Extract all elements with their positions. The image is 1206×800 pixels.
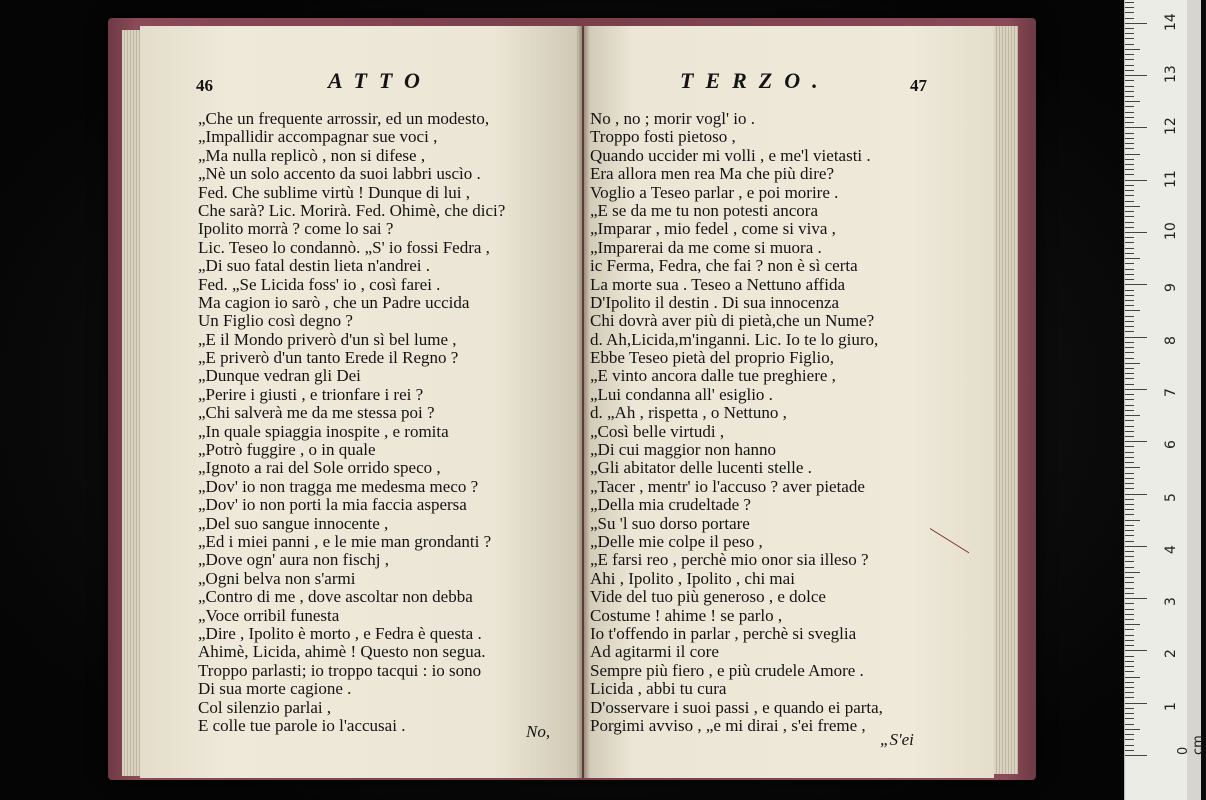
ruler-tick — [1125, 473, 1134, 474]
ruler-tick — [1125, 2, 1134, 3]
ruler-tick — [1125, 546, 1147, 547]
ruler-tick — [1125, 23, 1147, 24]
ruler-tick — [1125, 232, 1147, 233]
ruler-tick — [1125, 677, 1140, 678]
text-line: E colle tue parole io l'accusai . — [198, 715, 406, 735]
ruler-tick — [1125, 7, 1134, 8]
ruler-tick — [1125, 274, 1134, 275]
ruler-tick — [1125, 143, 1134, 144]
text-line: „Potrò fuggire , o in quale — [198, 440, 376, 460]
ruler-tick — [1125, 755, 1147, 756]
ruler-tick — [1125, 127, 1147, 128]
ruler-tick — [1125, 619, 1134, 620]
right-page — [584, 26, 994, 778]
ruler-tick — [1125, 446, 1134, 447]
ruler-tick — [1125, 593, 1134, 594]
text-line: „Dov' io non tragga me medesma meco ? — [198, 476, 479, 496]
left-page — [140, 26, 582, 778]
ruler-tick — [1125, 718, 1134, 719]
ruler-number: 14 — [1163, 12, 1179, 31]
ruler-tick — [1125, 598, 1147, 599]
ruler-tick — [1125, 410, 1134, 411]
text-line: Era allora men rea Ma che più dire? — [590, 164, 835, 184]
ruler-tick — [1125, 509, 1134, 510]
text-line: La morte sua . Teseo a Nettuno affida — [590, 274, 845, 294]
ruler-tick — [1125, 138, 1134, 139]
ruler-tick — [1125, 112, 1134, 113]
text-line: Troppo parlasti; io troppo tacqui : io sono — [198, 660, 482, 680]
text-line: Lic. Teseo lo condannò. „S' io fossi Fedra , — [198, 237, 490, 257]
ruler-tick — [1125, 708, 1134, 709]
text-line: „Nè un solo accento da suoi labbri uscìo . — [198, 164, 481, 184]
ruler-tick — [1125, 154, 1140, 155]
ruler-tick — [1125, 525, 1134, 526]
ruler-tick — [1125, 645, 1134, 646]
text-line: Licida , abbi tu cura — [590, 679, 727, 699]
ruler-tick — [1125, 117, 1134, 118]
ruler-tick — [1125, 394, 1134, 395]
ruler-tick — [1125, 352, 1134, 353]
text-line: „Così belle virtudi , — [590, 421, 725, 441]
ruler-tick — [1125, 530, 1134, 531]
ruler-number: 6 — [1163, 440, 1179, 450]
text-line: Ipolito morrà ? come lo sai ? — [198, 219, 394, 239]
ruler-tick — [1125, 582, 1134, 583]
ruler-tick — [1125, 75, 1147, 76]
ruler-number: 13 — [1163, 65, 1179, 84]
ruler-tick — [1125, 603, 1134, 604]
text-line: „Tacer , mentr' io l'accuso ? aver pietade — [590, 476, 865, 496]
ruler-tick — [1125, 263, 1134, 264]
ruler-tick — [1125, 122, 1134, 123]
book-gutter — [576, 26, 590, 778]
ruler-tick — [1125, 358, 1134, 359]
running-head: ATTO — [328, 68, 432, 93]
text-line: „Che un frequente arrossir, ed un modesto, — [198, 109, 490, 128]
text-line: „E priverò d'un tanto Erede il Regno ? — [198, 348, 459, 368]
ruler-tick — [1125, 426, 1134, 427]
ruler-tick — [1125, 206, 1140, 207]
text-line: D'osservare i suoi passi , e quando ei parta, — [590, 697, 883, 717]
text-line: Fed. Che sublime virtù ! Dunque di lui , — [198, 182, 470, 202]
text-line: „Gli abitator delle lucenti stelle . — [590, 458, 812, 478]
text-line: „Perire i giusti , e trionfare i rei ? — [198, 384, 424, 404]
ruler-tick — [1125, 462, 1134, 463]
text-line: „Dire , Ipolito è morto , e Fedra è questa . — [198, 623, 482, 643]
ruler-tick — [1125, 284, 1147, 285]
text-line: „E farsi reo , perchè mio onor sia illeso ? — [590, 550, 869, 570]
ruler-tick — [1125, 399, 1134, 400]
text-line: „Dove ogn' aura non fischj , — [198, 550, 389, 570]
ruler-tick — [1125, 96, 1134, 97]
text-line: Un Figlio così degno ? — [198, 311, 353, 331]
text-line: „E se da me tu non potesti ancora — [590, 200, 819, 220]
ruler-tick — [1125, 687, 1134, 688]
ruler-tick — [1125, 59, 1134, 60]
ruler-tick — [1125, 253, 1134, 254]
text-line: Ahi , Ipolito , Ipolito , chi mai — [590, 568, 795, 588]
ruler-tick — [1125, 520, 1140, 521]
ruler-tick — [1125, 703, 1147, 704]
ruler-tick — [1125, 588, 1134, 589]
ruler-tick — [1125, 405, 1134, 406]
text-line: „Contro di me , dove ascoltar non debba — [198, 587, 473, 607]
ruler-tick — [1125, 389, 1147, 390]
ruler-tick — [1125, 38, 1134, 39]
text-block — [198, 110, 505, 735]
ruler-tick — [1125, 185, 1134, 186]
ruler-tick — [1125, 514, 1134, 515]
ruler-tick — [1125, 300, 1134, 301]
ruler-tick — [1125, 211, 1134, 212]
ruler-tick — [1125, 195, 1134, 196]
text-line: „Lui condanna all' esiglio . — [590, 384, 773, 404]
ruler-tick — [1125, 488, 1134, 489]
ruler-tick — [1125, 551, 1134, 552]
ruler-tick — [1125, 436, 1134, 437]
ruler-tick — [1125, 494, 1147, 495]
ruler-tick — [1125, 70, 1134, 71]
ruler-tick — [1125, 148, 1134, 149]
ruler-tick — [1125, 671, 1134, 672]
ruler-tick — [1125, 373, 1134, 374]
ruler-tick — [1125, 49, 1140, 50]
catchword: „S'ei — [880, 730, 914, 749]
ruler-tick — [1125, 326, 1134, 327]
ruler-tick — [1125, 734, 1134, 735]
ruler-tick — [1125, 290, 1134, 291]
ruler-tick — [1125, 222, 1134, 223]
text-line: Sempre più fiero , e più crudele Amore . — [590, 660, 864, 680]
ruler-number: 2 — [1163, 649, 1179, 659]
ruler-tick — [1125, 310, 1140, 311]
ruler-tick — [1125, 44, 1134, 45]
text-line: Col silenzio parlai , — [198, 697, 332, 717]
ruler-tick — [1125, 174, 1134, 175]
text-line: Porgimi avviso , „e mi dirai , s'ei freme , — [590, 715, 866, 735]
ruler-number: 5 — [1163, 492, 1179, 502]
ruler-tick — [1125, 12, 1134, 13]
ruler-tick — [1125, 656, 1134, 657]
text-line: „Impallidir accompagnar sue voci , — [198, 127, 438, 147]
ruler-tick — [1125, 692, 1134, 693]
ruler-tick — [1125, 180, 1147, 181]
text-line: Costume ! ahime ! se parlo , — [590, 605, 783, 625]
text-line: „Delle mie colpe il peso , — [590, 531, 763, 551]
ruler-tick — [1125, 535, 1134, 536]
text-line: Di sua morte cagione . — [198, 679, 352, 699]
ruler-tick — [1125, 133, 1134, 134]
ruler-tick — [1125, 499, 1134, 500]
ruler-tick — [1125, 609, 1134, 610]
text-line: „Ignoto a rai del Sole orrido speco , — [198, 458, 441, 478]
text-line: „Dunque vedran gli Dei — [198, 366, 361, 386]
text-line: Quando uccider mi volli , e me'l vietasti . — [590, 145, 871, 165]
ruler-tick — [1125, 629, 1134, 630]
ruler-number: 1 — [1163, 701, 1179, 711]
ruler-tick — [1125, 33, 1134, 34]
ruler-tick — [1125, 431, 1134, 432]
ruler-tick — [1125, 478, 1134, 479]
ruler-tick — [1125, 724, 1134, 725]
ruler-tick — [1125, 65, 1134, 66]
text-line: „Di cui maggior non hanno — [590, 440, 777, 460]
running-head: TERZO. — [680, 68, 830, 93]
ruler-tick — [1125, 541, 1134, 542]
ruler-tick — [1125, 164, 1134, 165]
ruler-number: 7 — [1163, 387, 1179, 397]
ruler-tick — [1125, 666, 1134, 667]
ruler-unit-label: 0 cm — [1176, 735, 1206, 755]
ruler-number: 10 — [1163, 222, 1179, 240]
ruler-tick — [1125, 483, 1134, 484]
ruler-tick — [1125, 101, 1140, 102]
text-line: „Chi salverà me da me stessa poi ? — [198, 403, 435, 423]
text-line: „In quale spiaggia inospite , e romita — [198, 421, 449, 441]
text-line: Troppo fosti pietoso , — [590, 127, 736, 147]
ruler-tick — [1125, 661, 1134, 662]
ruler-tick — [1125, 248, 1134, 249]
ruler-tick — [1125, 237, 1134, 238]
page-number: 46 — [196, 76, 213, 95]
ruler-tick — [1125, 378, 1134, 379]
text-line: Fed. „Se Licida foss' io , così farei . — [198, 274, 441, 294]
ruler-tick — [1125, 342, 1134, 343]
text-line: Ma cagion io sarò , che un Padre uccida — [198, 292, 470, 312]
measuring-ruler — [1124, 0, 1201, 800]
ruler-tick — [1125, 28, 1134, 29]
text-line: ic Ferma, Fedra, che fai ? non è sì certa — [590, 256, 858, 276]
text-line: Vide del tuo più generoso , e dolce — [590, 587, 826, 607]
ruler-number: 4 — [1163, 544, 1179, 554]
ruler-tick — [1125, 713, 1134, 714]
ruler-tick — [1125, 80, 1134, 81]
text-line: No , no ; morir vogl' io . — [590, 109, 756, 128]
text-line: Voglio a Teseo parlar , e poi morire . — [590, 182, 839, 202]
text-line: D'Ipolito il destin . Di sua innocenza — [590, 292, 840, 312]
ruler-tick — [1125, 316, 1134, 317]
ruler-tick — [1125, 331, 1134, 332]
catchword: No, — [526, 722, 551, 741]
ruler-edge — [1187, 0, 1201, 800]
text-line: „E il Mondo priverò d'un sì bel lume , — [198, 329, 457, 349]
ruler-tick — [1125, 384, 1134, 385]
text-line: „Ogni belva non s'armi — [198, 568, 356, 588]
text-block — [590, 110, 883, 735]
ruler-tick — [1125, 321, 1134, 322]
ruler-tick — [1125, 54, 1134, 55]
ruler-tick — [1125, 635, 1134, 636]
text-line: „Su 'l suo dorso portare — [590, 513, 750, 533]
ruler-tick — [1125, 269, 1134, 270]
ruler-tick — [1125, 18, 1134, 19]
text-line: „Del suo sangue innocente , — [198, 513, 389, 533]
ruler-tick — [1125, 750, 1134, 751]
ruler-tick — [1125, 169, 1134, 170]
ruler-tick — [1125, 577, 1134, 578]
text-line: „Imparar , mio fedel , come si viva , — [590, 219, 836, 239]
ruler-tick — [1125, 337, 1147, 338]
text-line: d. „Ah , rispetta , o Nettuno , — [590, 403, 787, 423]
ruler-tick — [1125, 347, 1134, 348]
text-line: „Della mia crudeltade ? — [590, 495, 751, 515]
ruler-tick — [1125, 91, 1134, 92]
text-line: „Voce orribil funesta — [198, 605, 340, 625]
ruler-tick — [1125, 467, 1140, 468]
ruler-tick — [1125, 415, 1140, 416]
ruler-tick — [1125, 452, 1134, 453]
ruler-tick — [1125, 567, 1134, 568]
ruler-tick — [1125, 650, 1147, 651]
ruler-tick — [1125, 572, 1140, 573]
ruler-tick — [1125, 227, 1134, 228]
text-line: Io t'offendo in parlar , perchè si sveglia — [590, 623, 857, 643]
ruler-tick — [1125, 201, 1134, 202]
ruler-tick — [1125, 258, 1140, 259]
ruler-tick — [1125, 556, 1134, 557]
text-line: „Ma nulla replicò , non si difese , — [198, 145, 426, 165]
text-line: Chi dovrà aver più di pietà,che un Nume? — [590, 311, 875, 331]
text-line: Ad agitarmi il core — [590, 642, 719, 662]
ruler-number: 3 — [1163, 597, 1179, 607]
ruler-number: 8 — [1163, 335, 1179, 345]
ruler-tick — [1125, 640, 1134, 641]
ruler-tick — [1125, 729, 1140, 730]
ruler-tick — [1125, 363, 1140, 364]
ruler-tick — [1125, 242, 1134, 243]
ruler-tick — [1125, 159, 1134, 160]
text-line: Ebbe Teseo pietà del proprio Figlio, — [590, 348, 835, 368]
ruler-tick — [1125, 441, 1147, 442]
page-number: 47 — [910, 76, 927, 95]
text-line: Che sarà? Lic. Morirà. Fed. Ohimè, che dici? — [198, 200, 506, 220]
ruler-tick — [1125, 420, 1134, 421]
ruler-number: 11 — [1163, 169, 1179, 188]
ruler-tick — [1125, 279, 1134, 280]
ruler-tick — [1125, 457, 1134, 458]
ruler-tick — [1125, 739, 1134, 740]
ruler-tick — [1125, 682, 1134, 683]
ruler-tick — [1125, 368, 1134, 369]
ruler-tick — [1125, 624, 1140, 625]
ruler-tick — [1125, 190, 1134, 191]
ruler-tick — [1125, 106, 1134, 107]
ruler-tick — [1125, 504, 1134, 505]
text-line: „Di suo fatal destin lieta n'andrei . — [198, 256, 431, 276]
ruler-tick — [1125, 561, 1134, 562]
ruler-tick — [1125, 745, 1134, 746]
ruler-tick — [1125, 86, 1134, 87]
ruler-tick — [1125, 295, 1134, 296]
text-line: „E vinto ancora dalle tue preghiere , — [590, 366, 836, 386]
text-line: „Imparerai da me come si muora . — [590, 237, 822, 257]
ruler-tick — [1125, 305, 1134, 306]
ruler-tick — [1125, 697, 1134, 698]
ruler-tick — [1125, 216, 1134, 217]
text-line: Ahimè, Licida, ahimè ! Questo non segua. — [198, 642, 486, 662]
text-line: d. Ah,Licida,m'inganni. Lic. Io te lo giuro, — [590, 329, 879, 349]
ruler-number: 9 — [1163, 283, 1179, 293]
ruler-tick — [1125, 614, 1134, 615]
ruler-number: 12 — [1163, 117, 1179, 136]
text-line: „Ed i miei panni , e le mie man grondanti ? — [198, 531, 492, 551]
text-line: „Dov' io non porti la mia faccia aspersa — [198, 495, 467, 515]
